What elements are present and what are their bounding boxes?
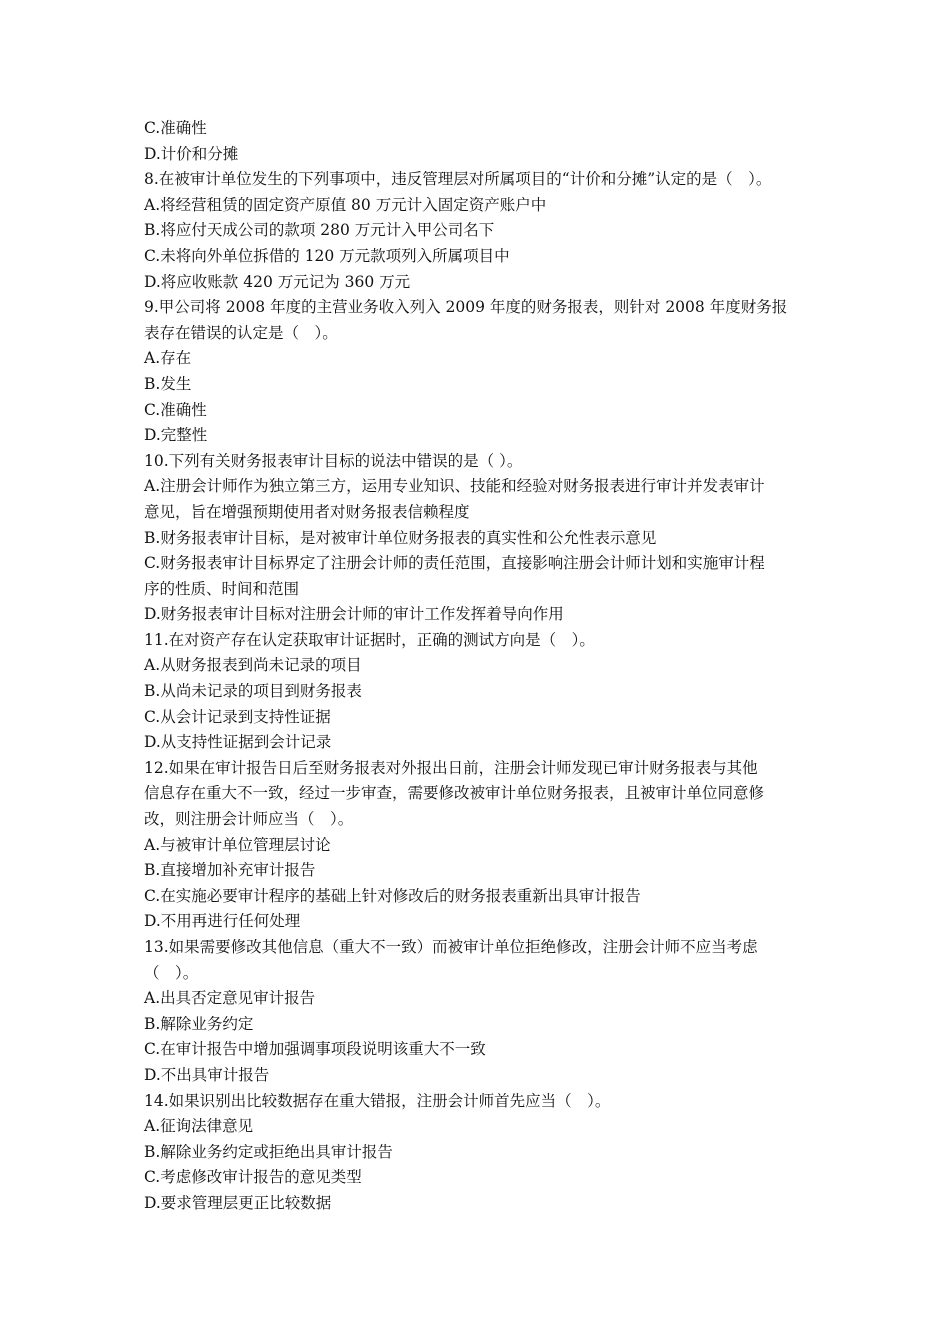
question-12-line-3: 改，则注册会计师应当（ ）。 <box>144 810 354 829</box>
question-12-line-2: 信息存在重大不一致，经过一步审查，需要修改被审计单位财务报表，且被审计单位同意修 <box>144 784 765 803</box>
question-8: 8.在被审计单位发生的下列事项中，违反管理层对所属项目的“计价和分摊”认定的是（ ）。 <box>144 170 772 189</box>
question-11-option-a: A.从财务报表到尚未记录的项目 <box>144 656 362 675</box>
document-page <box>144 116 812 1217</box>
question-8-option-a: A.将经营租赁的固定资产原值 80 万元计入固定资产账户中 <box>144 195 547 214</box>
question-9-option-d: D.完整性 <box>144 426 208 445</box>
question-12-option-c: C.在实施必要审计程序的基础上针对修改后的财务报表重新出具审计报告 <box>144 886 641 905</box>
question-14-option-d: D.要求管理层更正比较数据 <box>144 1193 332 1212</box>
question-14-option-a: A.征询法律意见 <box>144 1117 254 1136</box>
question-10-option-c-line-1: C.财务报表审计目标界定了注册会计师的责任范围，直接影响注册会计师计划和实施审计程 <box>144 554 765 573</box>
question-13-option-d: D.不出具审计报告 <box>144 1065 270 1084</box>
question-10-option-a-line-1: A.注册会计师作为独立第三方，运用专业知识、技能和经验对财务报表进行审计并发表审计 <box>144 477 765 496</box>
question-10-option-c-line-2: 序的性质、时间和范围 <box>144 579 300 598</box>
question-9-option-c: C.准确性 <box>144 400 207 419</box>
question-14: 14.如果识别出比较数据存在重大错报，注册会计师首先应当（ ）。 <box>144 1091 611 1110</box>
question-11-option-c: C.从会计记录到支持性证据 <box>144 707 331 726</box>
question-13-option-b: B.解除业务约定 <box>144 1014 254 1033</box>
question-8-option-b: B.将应付天成公司的款项 280 万元计入甲公司名下 <box>144 221 495 240</box>
question-13-line-2: （ ）。 <box>144 963 199 982</box>
question-10-option-d: D.财务报表审计目标对注册会计师的审计工作发挥着导向作用 <box>144 605 564 624</box>
question-11-option-d: D.从支持性证据到会计记录 <box>144 733 332 752</box>
question-12-option-a: A.与被审计单位管理层讨论 <box>144 835 331 854</box>
question-14-option-c: C.考虑修改审计报告的意见类型 <box>144 1168 362 1187</box>
question-11-option-b: B.从尚未记录的项目到财务报表 <box>144 682 362 701</box>
question-10: 10.下列有关财务报表审计目标的说法中错误的是（ ）。 <box>144 451 523 470</box>
question-9-option-b: B.发生 <box>144 374 192 393</box>
question-12-option-d: D.不用再进行任何处理 <box>144 912 301 931</box>
option-c-accuracy: C.准确性 <box>144 119 207 137</box>
question-9-line-1: 9.甲公司将 2008 年度的主营业务收入列入 2009 年度的财务报表，则针对 2008 年度财务报 <box>144 298 788 317</box>
question-13-option-a: A.出具否定意见审计报告 <box>144 989 316 1008</box>
question-10-option-a-line-2: 意见，旨在增强预期使用者对财务报表信赖程度 <box>144 502 470 521</box>
question-9-option-a: A.存在 <box>144 349 192 368</box>
question-11: 11.在对资产存在认定获取审计证据时，正确的测试方向是（ ）。 <box>144 630 595 649</box>
question-9-line-2: 表存在错误的认定是（ ）。 <box>144 323 338 342</box>
option-d-valuation: D.计价和分摊 <box>144 144 239 163</box>
question-10-option-b: B.财务报表审计目标，是对被审计单位财务报表的真实性和公允性表示意见 <box>144 528 657 547</box>
question-8-option-d: D.将应收账款 420 万元记为 360 万元 <box>144 272 411 291</box>
question-8-option-c: C.未将向外单位拆借的 120 万元款项列入所属项目中 <box>144 246 510 265</box>
question-14-option-b: B.解除业务约定或拒绝出具审计报告 <box>144 1142 393 1161</box>
question-13-line-1: 13.如果需要修改其他信息（重大不一致）而被审计单位拒绝修改，注册会计师不应当考虑 <box>144 938 758 956</box>
question-12-line-1: 12.如果在审计报告日后至财务报表对外报出日前，注册会计师发现已审计财务报表与其他 <box>144 758 758 777</box>
question-12-option-b: B.直接增加补充审计报告 <box>144 861 316 880</box>
question-13-option-c: C.在审计报告中增加强调事项段说明该重大不一致 <box>144 1040 486 1059</box>
